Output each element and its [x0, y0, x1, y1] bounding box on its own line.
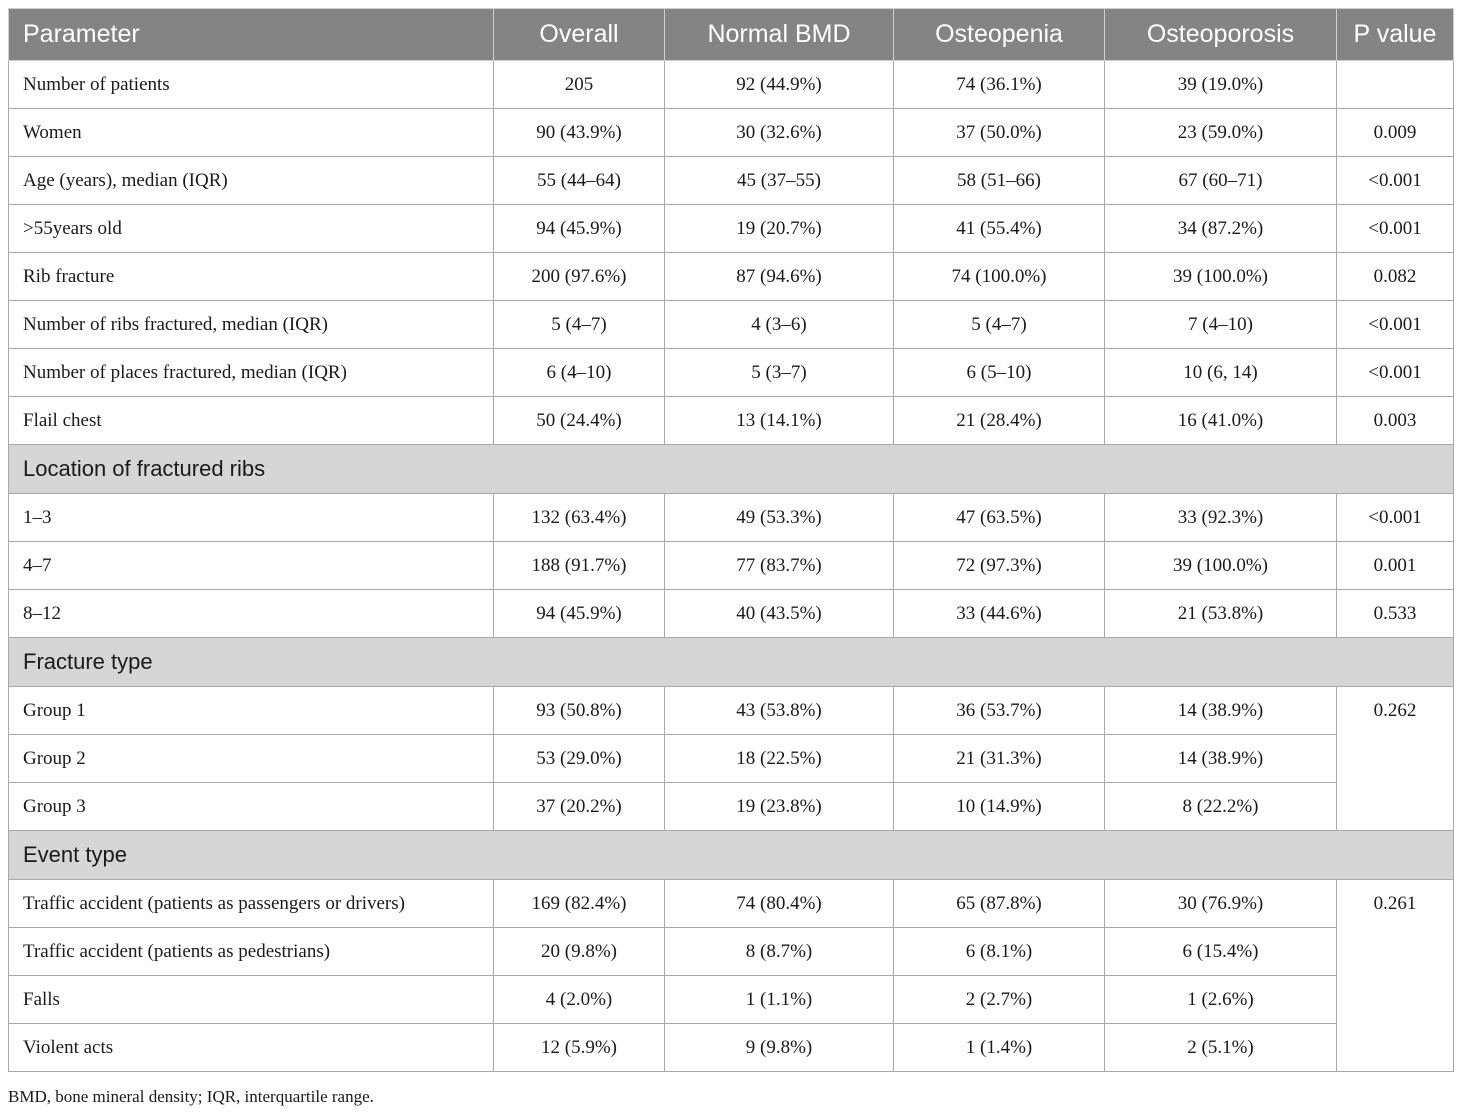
- table-row: [9, 783, 1454, 831]
- table-row: [9, 253, 1454, 301]
- cell-osteopenia: 2 (2.7%): [894, 976, 1105, 1024]
- cell-normal: 40 (43.5%): [665, 590, 894, 638]
- header-normal-bmd: Normal BMD: [665, 9, 894, 61]
- table-row: [9, 157, 1454, 205]
- cell-normal: 30 (32.6%): [665, 109, 894, 157]
- row-label: Number of ribs fractured, median (IQR): [9, 301, 494, 349]
- cell-osteopenia: 6 (5–10): [894, 349, 1105, 397]
- cell-p-value: 0.003: [1337, 397, 1454, 445]
- cell-osteoporosis: 6 (15.4%): [1105, 928, 1337, 976]
- cell-overall: 169 (82.4%): [494, 880, 665, 928]
- table-row: [9, 349, 1454, 397]
- cell-osteopenia: 37 (50.0%): [894, 109, 1105, 157]
- row-label: 8–12: [9, 590, 494, 638]
- cell-osteoporosis: 2 (5.1%): [1105, 1024, 1337, 1072]
- cell-osteopenia: 74 (100.0%): [894, 253, 1105, 301]
- table-row: [9, 590, 1454, 638]
- cell-p-value: <0.001: [1337, 205, 1454, 253]
- cell-p-value: 0.261: [1337, 880, 1454, 1072]
- section-title: Location of fractured ribs: [9, 445, 1454, 494]
- cell-normal: 5 (3–7): [665, 349, 894, 397]
- cell-normal: 9 (9.8%): [665, 1024, 894, 1072]
- cell-normal: 77 (83.7%): [665, 542, 894, 590]
- section-title: Fracture type: [9, 638, 1454, 687]
- cell-osteopenia: 65 (87.8%): [894, 880, 1105, 928]
- cell-osteopenia: 21 (28.4%): [894, 397, 1105, 445]
- cell-overall: 94 (45.9%): [494, 205, 665, 253]
- cell-overall: 4 (2.0%): [494, 976, 665, 1024]
- cell-osteoporosis: 39 (100.0%): [1105, 542, 1337, 590]
- cell-normal: 49 (53.3%): [665, 494, 894, 542]
- table-row: [9, 109, 1454, 157]
- cell-normal: 19 (20.7%): [665, 205, 894, 253]
- table-footnote: BMD, bone mineral density; IQR, interquartile range.: [8, 1087, 374, 1106]
- table-row: [9, 928, 1454, 976]
- cell-osteoporosis: 23 (59.0%): [1105, 109, 1337, 157]
- cell-overall: 37 (20.2%): [494, 783, 665, 831]
- section-header-location: [9, 445, 1454, 494]
- table-row: [9, 494, 1454, 542]
- cell-osteopenia: 1 (1.4%): [894, 1024, 1105, 1072]
- row-label: 4–7: [9, 542, 494, 590]
- cell-overall: 132 (63.4%): [494, 494, 665, 542]
- cell-p-value: 0.262: [1337, 687, 1454, 831]
- cell-osteopenia: 36 (53.7%): [894, 687, 1105, 735]
- cell-p-value: <0.001: [1337, 301, 1454, 349]
- cell-osteoporosis: 8 (22.2%): [1105, 783, 1337, 831]
- cell-osteoporosis: 21 (53.8%): [1105, 590, 1337, 638]
- row-label: Rib fracture: [9, 253, 494, 301]
- cell-osteopenia: 41 (55.4%): [894, 205, 1105, 253]
- cell-osteopenia: 72 (97.3%): [894, 542, 1105, 590]
- cell-normal: 74 (80.4%): [665, 880, 894, 928]
- cell-overall: 188 (91.7%): [494, 542, 665, 590]
- cell-overall: 5 (4–7): [494, 301, 665, 349]
- cell-normal: 87 (94.6%): [665, 253, 894, 301]
- cell-normal: 43 (53.8%): [665, 687, 894, 735]
- row-label: Falls: [9, 976, 494, 1024]
- row-label: Group 3: [9, 783, 494, 831]
- cell-overall: 93 (50.8%): [494, 687, 665, 735]
- cell-osteopenia: 10 (14.9%): [894, 783, 1105, 831]
- cell-osteoporosis: 14 (38.9%): [1105, 735, 1337, 783]
- cell-osteoporosis: 34 (87.2%): [1105, 205, 1337, 253]
- row-label: Age (years), median (IQR): [9, 157, 494, 205]
- cell-overall: 205: [494, 61, 665, 109]
- header-osteoporosis: Osteoporosis: [1105, 9, 1337, 61]
- table-row: [9, 205, 1454, 253]
- cell-osteoporosis: 39 (19.0%): [1105, 61, 1337, 109]
- row-label: Flail chest: [9, 397, 494, 445]
- row-label: Number of places fractured, median (IQR): [9, 349, 494, 397]
- cell-osteoporosis: 39 (100.0%): [1105, 253, 1337, 301]
- cell-overall: 55 (44–64): [494, 157, 665, 205]
- cell-normal: 18 (22.5%): [665, 735, 894, 783]
- table-row: [9, 687, 1454, 735]
- cell-normal: 13 (14.1%): [665, 397, 894, 445]
- table-row: [9, 880, 1454, 928]
- cell-osteopenia: 58 (51–66): [894, 157, 1105, 205]
- header-osteopenia: Osteopenia: [894, 9, 1105, 61]
- cell-osteoporosis: 14 (38.9%): [1105, 687, 1337, 735]
- row-label: Group 2: [9, 735, 494, 783]
- cell-overall: 94 (45.9%): [494, 590, 665, 638]
- cell-overall: 20 (9.8%): [494, 928, 665, 976]
- cell-osteoporosis: 30 (76.9%): [1105, 880, 1337, 928]
- cell-osteoporosis: 67 (60–71): [1105, 157, 1337, 205]
- cell-p-value: [1337, 61, 1454, 109]
- row-label: Traffic accident (patients as passengers or drivers): [9, 880, 494, 928]
- table-row: [9, 301, 1454, 349]
- section-title: Event type: [9, 831, 1454, 880]
- table-row: [9, 61, 1454, 109]
- cell-overall: 12 (5.9%): [494, 1024, 665, 1072]
- cell-osteopenia: 21 (31.3%): [894, 735, 1105, 783]
- cell-osteoporosis: 1 (2.6%): [1105, 976, 1337, 1024]
- section-header-fracture-type: [9, 638, 1454, 687]
- cell-normal: 4 (3–6): [665, 301, 894, 349]
- row-label: Group 1: [9, 687, 494, 735]
- cell-overall: 200 (97.6%): [494, 253, 665, 301]
- cell-p-value: <0.001: [1337, 157, 1454, 205]
- data-table: [8, 8, 1454, 1072]
- section-header-event-type: [9, 831, 1454, 880]
- cell-osteoporosis: 33 (92.3%): [1105, 494, 1337, 542]
- cell-overall: 50 (24.4%): [494, 397, 665, 445]
- table-row: [9, 1024, 1454, 1072]
- cell-osteopenia: 47 (63.5%): [894, 494, 1105, 542]
- cell-osteopenia: 5 (4–7): [894, 301, 1105, 349]
- cell-overall: 90 (43.9%): [494, 109, 665, 157]
- table-row: [9, 397, 1454, 445]
- cell-normal: 19 (23.8%): [665, 783, 894, 831]
- row-label: Traffic accident (patients as pedestrians): [9, 928, 494, 976]
- cell-normal: 8 (8.7%): [665, 928, 894, 976]
- cell-osteopenia: 33 (44.6%): [894, 590, 1105, 638]
- cell-osteoporosis: 7 (4–10): [1105, 301, 1337, 349]
- table-row: [9, 735, 1454, 783]
- cell-p-value: 0.082: [1337, 253, 1454, 301]
- row-label: Women: [9, 109, 494, 157]
- header-p-value: P value: [1337, 9, 1454, 61]
- header-overall: Overall: [494, 9, 665, 61]
- table-row: [9, 542, 1454, 590]
- cell-p-value: 0.533: [1337, 590, 1454, 638]
- header-row: [9, 9, 1454, 61]
- table-row: [9, 976, 1454, 1024]
- cell-p-value: <0.001: [1337, 349, 1454, 397]
- cell-osteoporosis: 10 (6, 14): [1105, 349, 1337, 397]
- cell-normal: 45 (37–55): [665, 157, 894, 205]
- row-label: Violent acts: [9, 1024, 494, 1072]
- cell-overall: 6 (4–10): [494, 349, 665, 397]
- cell-p-value: <0.001: [1337, 494, 1454, 542]
- row-label: Number of patients: [9, 61, 494, 109]
- cell-p-value: 0.001: [1337, 542, 1454, 590]
- cell-p-value: 0.009: [1337, 109, 1454, 157]
- cell-normal: 92 (44.9%): [665, 61, 894, 109]
- cell-overall: 53 (29.0%): [494, 735, 665, 783]
- row-label: >55years old: [9, 205, 494, 253]
- cell-osteopenia: 6 (8.1%): [894, 928, 1105, 976]
- header-parameter: Parameter: [9, 9, 494, 61]
- cell-osteoporosis: 16 (41.0%): [1105, 397, 1337, 445]
- cell-normal: 1 (1.1%): [665, 976, 894, 1024]
- cell-osteopenia: 74 (36.1%): [894, 61, 1105, 109]
- row-label: 1–3: [9, 494, 494, 542]
